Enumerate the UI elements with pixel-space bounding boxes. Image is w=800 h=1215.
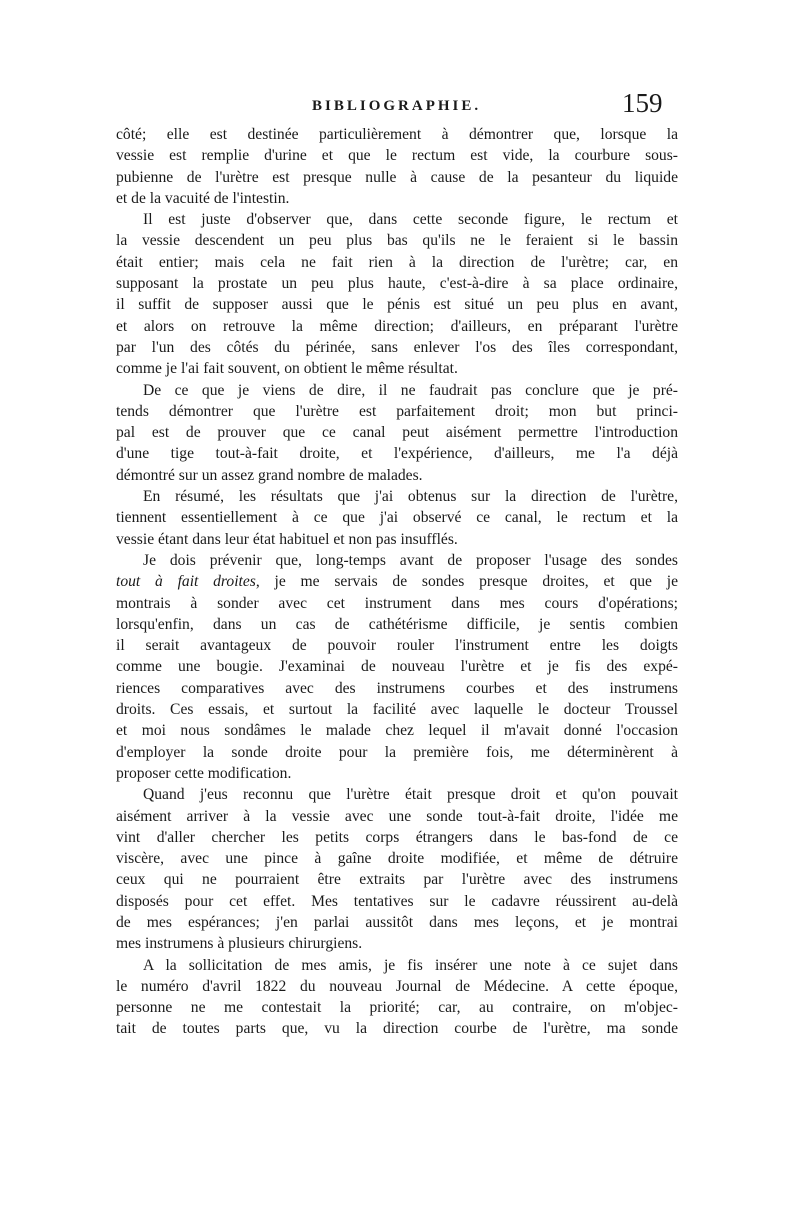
text-line: pal est de prouver que ce canal peut aisément permettre l'introduction xyxy=(116,424,678,442)
running-title: BIBLIOGRAPHIE. xyxy=(312,98,482,114)
text-line: était entier; mais cela ne fait rien à la direction de l'urètre; car, en xyxy=(116,253,678,271)
text-line: il suffit de supposer aussi que le pénis est situé un peu plus en avant, xyxy=(116,296,678,314)
text-line: et de la vacuité de l'intestin. xyxy=(116,189,290,207)
text-line: tiennent essentiellement à ce que j'ai observé ce canal, le rectum et la xyxy=(116,509,678,527)
text-line: et alors on retrouve la même direction; d'ailleurs, en préparant l'urètre xyxy=(116,317,678,335)
text-line: comme une bougie. J'examinai de nouveau l'urètre et je fis des expé- xyxy=(116,658,678,676)
text-line-with-italic xyxy=(116,571,678,592)
text-line: d'une tige tout-à-fait droite, et l'expérience, d'ailleurs, me l'a déjà xyxy=(116,445,678,463)
text-line: il serait avantageux de pouvoir rouler l'instrument entre les doigts xyxy=(116,637,678,655)
text-line: vessie est remplie d'urine et que le rectum est vide, la courbure sous- xyxy=(116,147,678,165)
paragraph-start-line: En résumé, les résultats que j'ai obtenus sur la direction de l'urètre, xyxy=(143,488,678,506)
text-line: par l'un des côtés du périnée, sans enlever l'os des îles correspondant, xyxy=(116,338,678,356)
paragraph-start-line: Il est juste d'observer que, dans cette seconde figure, le rectum et xyxy=(143,211,678,229)
text-line: tait de toutes parts que, vu la direction courbe de l'urètre, ma sonde xyxy=(116,1020,678,1038)
text-line: personne ne me contestait la priorité; car, au contraire, on m'objec- xyxy=(116,999,678,1017)
paragraph-start-line: Je dois prévenir que, long-temps avant de proposer l'usage des sondes xyxy=(143,551,678,569)
text-line: riences comparatives avec des instrumens courbes et des instrumens xyxy=(116,679,678,697)
text-line: lorsqu'enfin, dans un cas de cathétérisme difficile, je sentis combien xyxy=(116,615,678,633)
text-line: la vessie descendent un peu plus bas qu'ils ne le feraient si le bassin xyxy=(116,232,678,250)
text-line: viscère, avec une pince à gaîne droite modifiée, et même de détruire xyxy=(116,850,678,868)
text-line: disposés pour cet effet. Mes tentatives sur le cadavre réussirent au-delà xyxy=(116,892,678,910)
text-line: montrais à sonder avec cet instrument dans mes cours d'opérations; xyxy=(116,594,678,612)
text-line: d'employer la sonde droite pour la première fois, me déterminèrent à xyxy=(116,743,678,761)
text-line: aisément arriver à la vessie avec une sonde tout-à-fait droite, l'idée me xyxy=(116,807,678,825)
paragraph-start-line: A la sollicitation de mes amis, je fis insérer une note à ce sujet dans xyxy=(143,956,678,974)
text-line: vessie étant dans leur état habituel et non pas insufflés. xyxy=(116,530,458,548)
text-line: côté; elle est destinée particulièrement à démontrer que, lorsque la xyxy=(116,126,678,143)
text-line: supposant la prostate un peu plus haute, c'est-à-dire à sa place ordinaire, xyxy=(116,275,678,293)
text-line: pubienne de l'urètre est presque nulle à cause de la pesanteur du liquide xyxy=(116,168,678,186)
text-line: vint d'aller chercher les petits corps étrangers dans le bas-fond de ce xyxy=(116,828,678,846)
text-line: démontré sur un assez grand nombre de malades. xyxy=(116,466,423,484)
text-line: tends démontrer que l'urètre est parfaitement droit; mon but princi- xyxy=(116,402,678,420)
text-line: droits. Ces essais, et surtout la facilité avec laquelle le docteur Troussel xyxy=(116,701,678,719)
text-line: ceux qui ne pourraient être extraits par l'urètre avec des instrumens xyxy=(116,871,678,889)
text-line: de mes espérances; j'en parlai aussitôt dans mes leçons, et je montrai xyxy=(116,913,678,931)
line-continuation: , je me servais de sondes presque droites, et que je xyxy=(255,573,678,591)
text-line: comme je l'ai fait souvent, on obtient le même résultat. xyxy=(116,360,458,378)
text-line: mes instrumens à plusieurs chirurgiens. xyxy=(116,935,363,953)
text-line: le numéro d'avril 1822 du nouveau Journal de Médecine. A cette époque, xyxy=(116,977,678,995)
paragraph-start-line: Quand j'eus reconnu que l'urètre était presque droit et qu'on pouvait xyxy=(143,786,678,804)
body-text xyxy=(116,124,678,1040)
paragraph-start-line: De ce que je viens de dire, il ne faudrait pas conclure que je pré- xyxy=(143,381,678,399)
text-line: proposer cette modification. xyxy=(116,764,292,782)
text-line: et moi nous sondâmes le malade chez lequel il m'avait donné l'occasion xyxy=(116,722,678,740)
page-number: 159 xyxy=(622,88,663,118)
italic-phrase: tout à fait droites xyxy=(116,573,256,591)
